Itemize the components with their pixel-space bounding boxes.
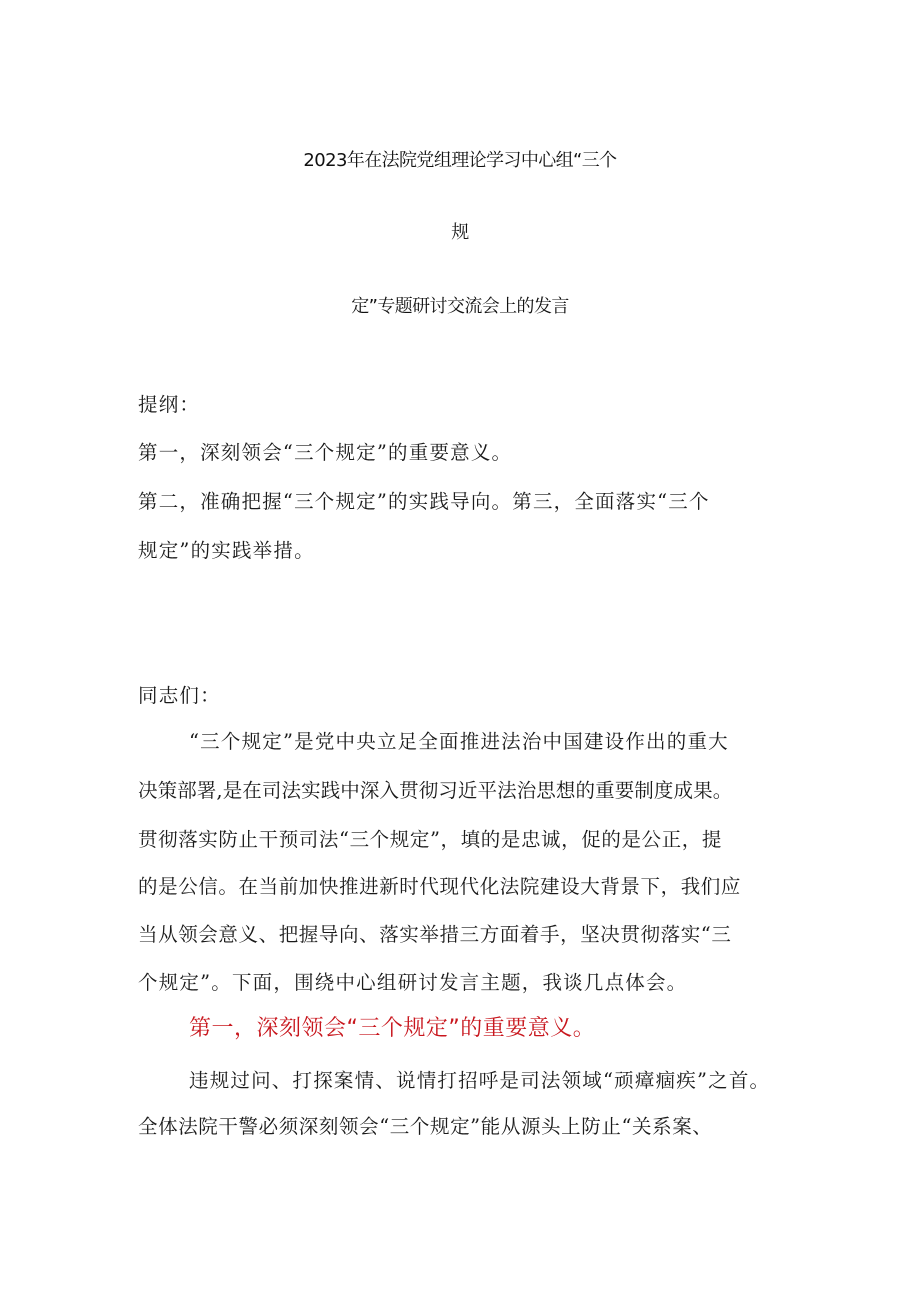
intro-line-4: 的是公信。在当前加快推进新时代现代化法院建设大背景下，我们应	[138, 875, 742, 898]
outline-item-2: 第二，准确把握“三个规定”的实践导向。第三，全面落实“三个	[138, 490, 710, 513]
section-line-2: 全体法院干警必须深刻领会“三个规定”能从源头上防止“关系案、	[138, 1115, 713, 1138]
outline-item-1: 第一，深刻领会“三个规定”的重要意义。	[138, 441, 513, 464]
intro-line-3: 贯彻落实防止干预司法“三个规定”，填的是忠诚，促的是公正，提	[138, 828, 722, 851]
document-title-line-2: 规	[451, 222, 469, 243]
document-title-line-1: 2023年在法院党组理论学习中心组“三个	[303, 150, 617, 171]
section-heading-1: 第一，深刻领会“三个规定”的重要意义。	[189, 1016, 596, 1041]
greeting: 同志们：	[138, 684, 221, 707]
intro-line-1: “三个规定”是党中央立足全面推进法治中国建设作出的重大	[189, 730, 729, 753]
document-title-line-3: 定”专题研讨交流会上的发言	[351, 296, 569, 317]
intro-line-6: 个规定”。下面，围绕中心组研讨发言主题，我谈几点体会。	[138, 971, 688, 994]
intro-line-5: 当从领会意义、把握导向、落实举措三方面着手，坚决贯彻落实“三	[138, 923, 732, 946]
section-line-1: 违规过问、打探案情、说情打招呼是司法领域“顽瘴痼疾”之首。	[189, 1069, 771, 1092]
intro-line-2: 决策部署,是在司法实践中深入贯彻习近平法治思想的重要制度成果。	[138, 779, 733, 802]
outline-label: 提纲：	[138, 393, 201, 416]
outline-item-2-continued: 规定”的实践举措。	[138, 539, 315, 562]
